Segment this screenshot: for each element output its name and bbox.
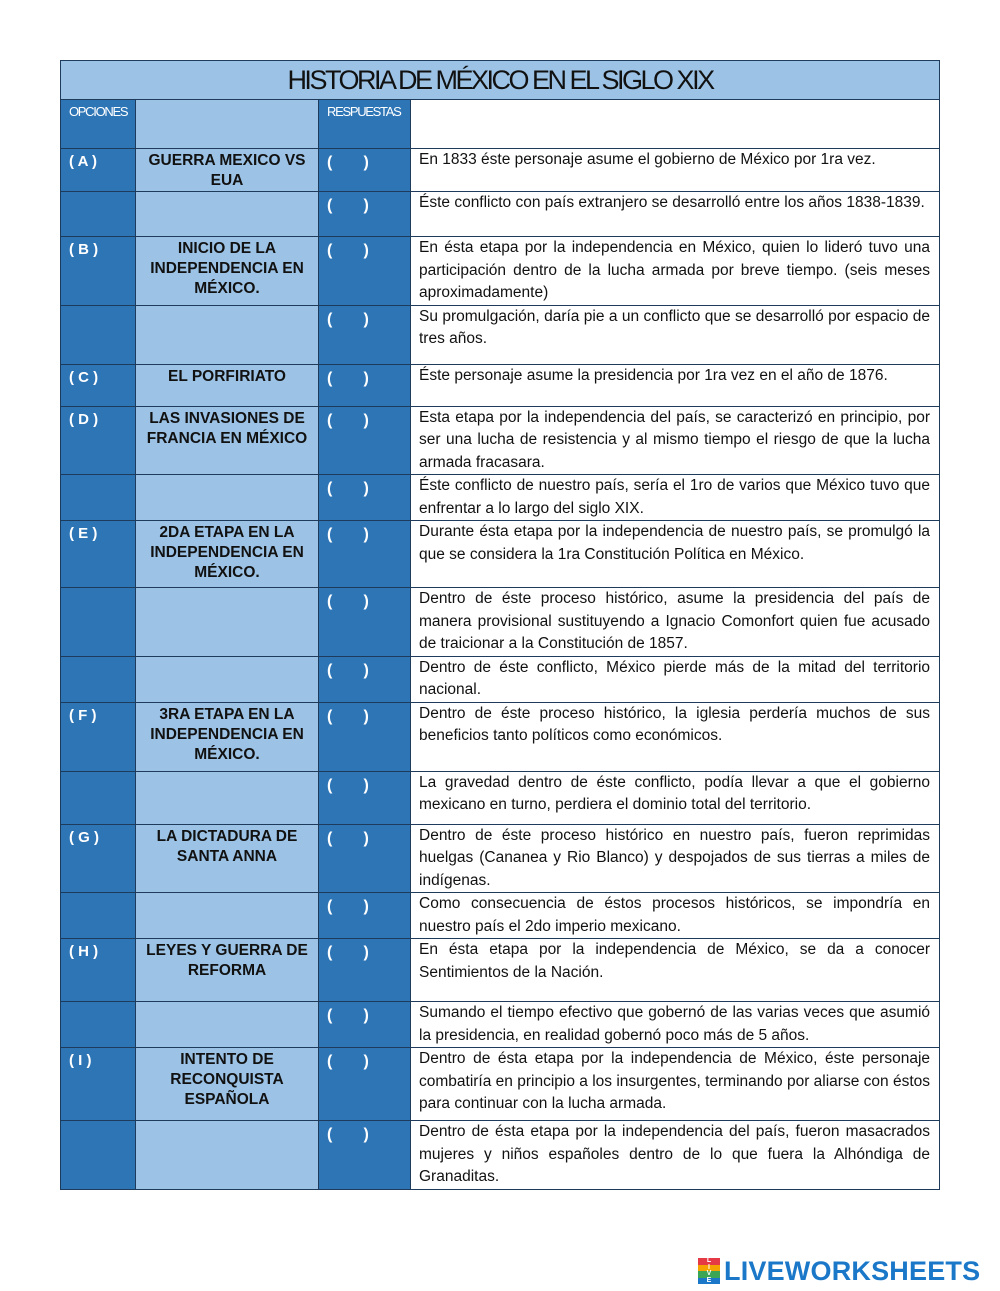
statement-text: Éste personaje asume la presidencia por 1ra vez en el año de 1876. (411, 364, 940, 406)
option-letter (61, 475, 136, 521)
table-row (61, 824, 940, 893)
statement-text: La gravedad dentro de éste conflicto, podía llevar a que el gobierno mexicano en turno, perdiera el dominio total del territorio. (411, 771, 940, 824)
option-letter (61, 305, 136, 364)
liveworksheets-logo (698, 1256, 980, 1286)
option-topic: EL PORFIRIATO (136, 364, 319, 406)
option-letter: ( G ) (61, 824, 136, 893)
statement-text: Dentro de éste proceso histórico en nuestro país, fueron reprimidas huelgas (Cananea y Rio Blanco) y despojados de sus tierras a miles de indígenas. (411, 824, 940, 893)
option-letter: ( I ) (61, 1048, 136, 1121)
table-row (61, 588, 940, 657)
answer-blank[interactable]: ( ) (319, 939, 411, 1002)
option-topic (136, 1002, 319, 1048)
statement-text: Durante ésta etapa por la independencia de nuestro país, se promulgó la que se considera la 1ra Constitución Política en México. (411, 521, 940, 588)
option-letter: ( F ) (61, 702, 136, 771)
statement-text: Dentro de ésta etapa por la independencia de México, éste personaje combatiría en principio a los insurgentes, terminando por aliarse con éstos para continuar con la lucha armada. (411, 1048, 940, 1121)
option-letter (61, 656, 136, 702)
option-topic (136, 771, 319, 824)
table-row (61, 656, 940, 702)
table-row (61, 702, 940, 771)
option-letter (61, 192, 136, 237)
table-row (61, 192, 940, 237)
answer-blank[interactable]: ( ) (319, 149, 411, 192)
option-topic: LEYES Y GUERRA DE REFORMA (136, 939, 319, 1002)
logo-mark-letter: I (698, 1265, 720, 1272)
table-row (61, 237, 940, 306)
option-topic (136, 475, 319, 521)
statement-text: Su promulgación, daría pie a un conflicto que se desarrolló por espacio de tres años. (411, 305, 940, 364)
answer-blank[interactable]: ( ) (319, 588, 411, 657)
option-letter (61, 1002, 136, 1048)
topic-header-blank (136, 100, 319, 149)
answers-header: RESPUESTAS (319, 100, 411, 149)
option-letter: ( H ) (61, 939, 136, 1002)
answer-blank[interactable]: ( ) (319, 237, 411, 306)
table-row (61, 475, 940, 521)
option-letter: ( C ) (61, 364, 136, 406)
option-topic (136, 656, 319, 702)
table-row (61, 939, 940, 1002)
statement-text: Como consecuencia de éstos procesos históricos, se impondría en nuestro país el 2do imperio mexicano. (411, 893, 940, 939)
statement-text: Dentro de éste proceso histórico, asume la presidencia del país de manera provisional sustituyendo a Ignacio Comonfort quien fue acusado de traicionar a la Constitución de 1857. (411, 588, 940, 657)
statement-text: Dentro de éste proceso histórico, la iglesia perdería muchos de sus beneficios tanto políticos como económicos. (411, 702, 940, 771)
options-header: OPCIONES (61, 100, 136, 149)
option-letter (61, 1121, 136, 1190)
statement-text: Éste conflicto de nuestro país, sería el 1ro de varios que México tuvo que enfrentar a lo largo del siglo XIX. (411, 475, 940, 521)
answer-blank[interactable]: ( ) (319, 192, 411, 237)
option-letter (61, 893, 136, 939)
logo-mark-letter: L (698, 1258, 720, 1265)
statement-text: En ésta etapa por la independencia de México, se da a conocer Sentimientos de la Nación. (411, 939, 940, 1002)
table-row (61, 364, 940, 406)
answer-blank[interactable]: ( ) (319, 521, 411, 588)
option-topic (136, 893, 319, 939)
worksheet-table (60, 60, 940, 1190)
liveworksheets-logo-mark-icon (698, 1258, 720, 1284)
answer-blank[interactable]: ( ) (319, 771, 411, 824)
statement-text: Dentro de éste conflicto, México pierde más de la mitad del territorio nacional. (411, 656, 940, 702)
table-row (61, 149, 940, 192)
option-topic: INTENTO DE RECONQUISTA ESPAÑOLA (136, 1048, 319, 1121)
statement-text: Esta etapa por la independencia del país, se caracterizó en principio, por ser una lucha de resistencia y al mismo tiempo el riesgo de que la lucha armada fracasara. (411, 406, 940, 475)
answer-blank[interactable]: ( ) (319, 1002, 411, 1048)
table-row (61, 771, 940, 824)
table-row (61, 1048, 940, 1121)
table-row (61, 305, 940, 364)
answer-blank[interactable]: ( ) (319, 475, 411, 521)
worksheet-title: HISTORIA DE MÉXICO EN EL SIGLO XIX (61, 61, 940, 100)
option-topic (136, 192, 319, 237)
option-topic: INICIO DE LA INDEPENDENCIA EN MÉXICO. (136, 237, 319, 306)
answer-blank[interactable]: ( ) (319, 1048, 411, 1121)
option-topic: 3RA ETAPA EN LA INDEPENDENCIA EN MÉXICO. (136, 702, 319, 771)
table-row (61, 1121, 940, 1190)
answer-blank[interactable]: ( ) (319, 364, 411, 406)
option-topic (136, 1121, 319, 1190)
logo-mark-letter: V (698, 1271, 720, 1278)
statement-text: Éste conflicto con país extranjero se desarrolló entre los años 1838-1839. (411, 192, 940, 237)
answer-blank[interactable]: ( ) (319, 406, 411, 475)
answer-blank[interactable]: ( ) (319, 702, 411, 771)
option-topic: LA DICTADURA DE SANTA ANNA (136, 824, 319, 893)
option-letter (61, 771, 136, 824)
statement-text: Dentro de ésta etapa por la independencia del país, fueron masacrados mujeres y niños españoles dentro de lo que fuera la Alhóndiga de Granaditas. (411, 1121, 940, 1190)
statement-header-blank (411, 100, 940, 149)
option-letter: ( B ) (61, 237, 136, 306)
statement-text: En ésta etapa por la independencia en México, quien lo lideró tuvo una participación dentro de la lucha armada por breve tiempo. (seis meses aproximadamente) (411, 237, 940, 306)
answer-blank[interactable]: ( ) (319, 656, 411, 702)
option-topic (136, 588, 319, 657)
option-topic (136, 305, 319, 364)
answer-blank[interactable]: ( ) (319, 824, 411, 893)
statement-text: Sumando el tiempo efectivo que gobernó de las varias veces que asumió la presidencia, en realidad gobernó poco más de 5 años. (411, 1002, 940, 1048)
table-row (61, 1002, 940, 1048)
option-topic: LAS INVASIONES DE FRANCIA EN MÉXICO (136, 406, 319, 475)
answer-blank[interactable]: ( ) (319, 893, 411, 939)
answer-blank[interactable]: ( ) (319, 305, 411, 364)
option-topic: GUERRA MEXICO VS EUA (136, 149, 319, 192)
table-row (61, 521, 940, 588)
option-letter: ( A ) (61, 149, 136, 192)
table-row (61, 893, 940, 939)
statement-text: En 1833 éste personaje asume el gobierno de México por 1ra vez. (411, 149, 940, 192)
option-letter: ( D ) (61, 406, 136, 475)
liveworksheets-logo-text: LIVEWORKSHEETS (724, 1255, 981, 1286)
logo-mark-letter: E (698, 1278, 720, 1285)
option-topic: 2DA ETAPA EN LA INDEPENDENCIA EN MÉXICO. (136, 521, 319, 588)
option-letter (61, 588, 136, 657)
option-letter: ( E ) (61, 521, 136, 588)
answer-blank[interactable]: ( ) (319, 1121, 411, 1190)
table-row (61, 406, 940, 475)
